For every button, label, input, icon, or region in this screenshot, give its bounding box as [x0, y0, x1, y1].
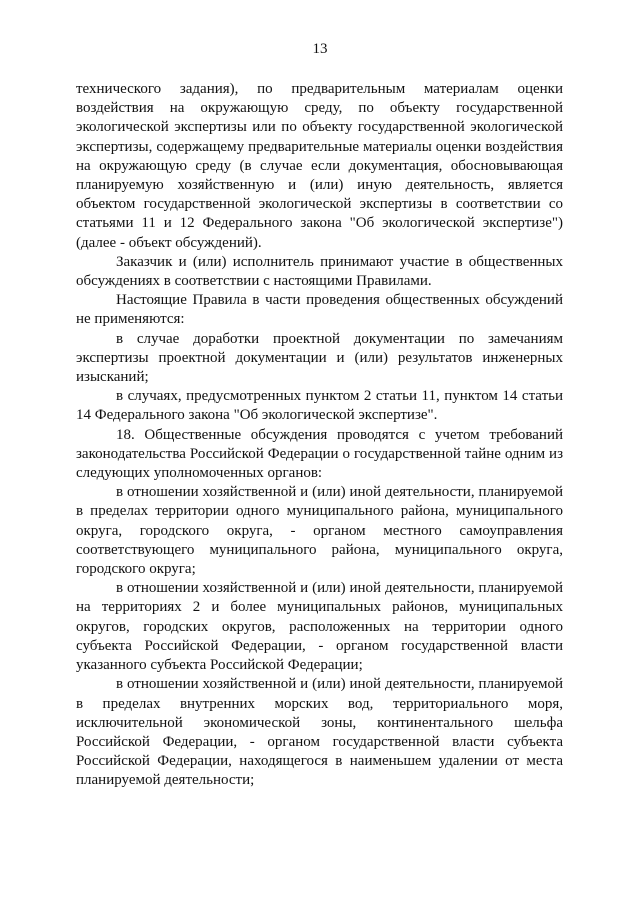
- list-item-local-authority: в отношении хозяйственной и (или) иной деятельности, планируемой в пределах территории одного муниципального района, муниципального округа, городского округа, - органом местного самоуправления соответствующего муниципального района, муниципального округа, городского округа;: [76, 484, 563, 578]
- list-item-regional-authority: в отношении хозяйственной и (или) иной деятельности, планируемой на территориях 2 и более муниципальных районов, муниципальных округов, городских округов, расположенных на территории одного субъекта Российской Федерации, - органом государственной власти указанного субъекта Российской Федерации;: [76, 580, 563, 674]
- document-body: [76, 80, 563, 791]
- paragraph-participation: Заказчик и (или) исполнитель принимают участие в общественных обсуждениях в соответствии с настоящими Правилами.: [76, 253, 563, 290]
- paragraph-not-applied: Настоящие Правила в части проведения общественных обсуждений не применяются:: [76, 292, 563, 328]
- list-item-rework: в случае доработки проектной документации по замечаниям экспертизы проектной документации и (или) результатов инженерных изысканий;: [76, 330, 563, 386]
- page-number: 13: [312, 41, 328, 57]
- list-item-cases: в случаях, предусмотренных пунктом 2 статьи 11, пунктом 14 статьи 14 Федерального закона "Об экологической экспертизе".: [76, 388, 563, 424]
- paragraph-continuation: технического задания), по предварительным материалам оценки воздействия на окружающую среду, по объекту государственной экологической экспертизы или по объекту государственной экологической экспертизы, содержащему предварительные материалы оценки воздействия на окружающую среду (в случае если документация, обосновывающая планируемую хозяйственную и (или) иную деятельность, является объектом государственной экологической экспертизы в соответствии со статьями 11 и 12 Федерального закона "Об экологической экспертизе") (далее - объект обсуждений).: [76, 81, 563, 251]
- list-item-marine-authority: в отношении хозяйственной и (или) иной деятельности, планируемой в пределах внутренних морских вод, территориального моря, исключительной экономической зоны, континентального шельфа Российской Федерации, - органом государственной власти субъекта Российской Федерации, находящегося в наименьшем удалении от места планируемой деятельности;: [76, 676, 563, 789]
- paragraph-clause-18: 18. Общественные обсуждения проводятся с учетом требований законодательства Российской Федерации о государственной тайне одним из следующих уполномоченных органов:: [76, 426, 563, 482]
